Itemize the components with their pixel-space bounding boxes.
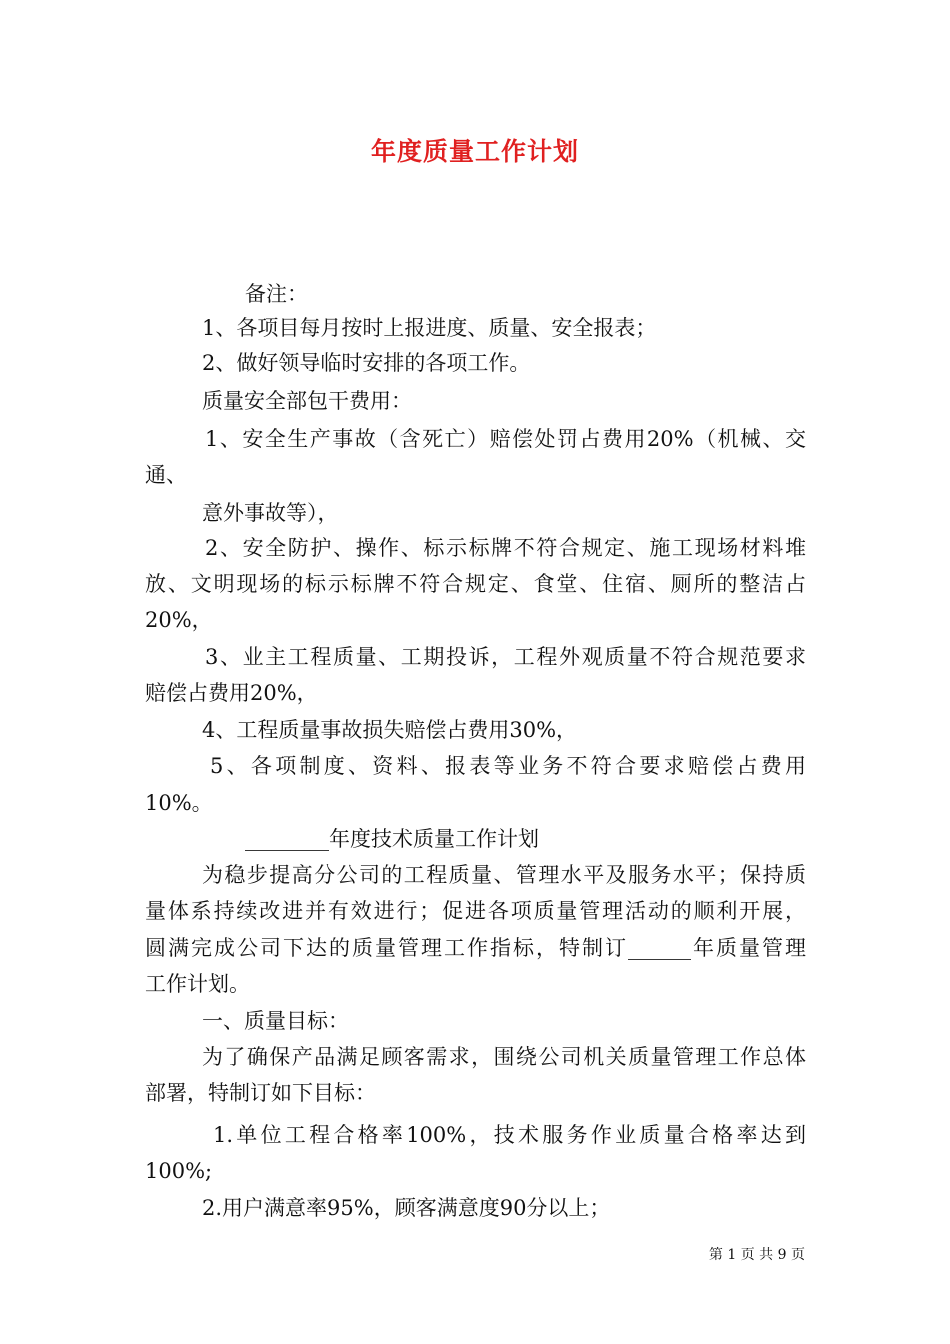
goal-paragraph-line-2: 部署，特制订如下目标： [145, 1081, 376, 1105]
cost-item-2-line-3: 20%， [145, 608, 213, 632]
intro-paragraph-line-3: 圆满完成公司下达的质量管理工作指标，特制订______年质量管理 [145, 936, 806, 960]
cost-item-3-line-1: 3、业主工程质量、工期投诉，工程外观质量不符合规范要求 [205, 645, 806, 669]
goal-item-1-line-2: 100%; [145, 1159, 213, 1183]
quality-goal-heading: 一、质量目标： [202, 1009, 349, 1033]
intro-paragraph-line-2: 量体系持续改进并有效进行；促进各项质量管理活动的顺利开展， [145, 899, 806, 923]
cost-item-3-line-2: 赔偿占费用20%， [145, 681, 318, 705]
section-heading-tech-plan: ________年度技术质量工作计划 [245, 827, 539, 851]
cost-item-1-line-3: 意外事故等）， [202, 501, 339, 525]
note-item-2: 2、做好领导临时安排的各项工作。 [202, 351, 531, 375]
page-number: 第 1 页 共 9 页 [708, 1247, 805, 1263]
goal-item-2: 2.用户满意率95%，顾客满意度90分以上； [202, 1196, 611, 1220]
note-item-1: 1、各项目每月按时上报进度、质量、安全报表； [202, 316, 657, 340]
cost-item-5-line-2: 10%。 [145, 791, 213, 815]
intro-paragraph-line-1: 为稳步提高分公司的工程质量、管理水平及服务水平；保持质 [202, 863, 806, 887]
document-title: 年度质量工作计划 [370, 137, 579, 166]
cost-item-1-line-2: 通、 [145, 463, 187, 487]
cost-item-2-line-2: 放、文明现场的标示标牌不符合规定、食堂、住宿、厕所的整洁占 [145, 572, 806, 596]
cost-heading: 质量安全部包干费用： [202, 389, 412, 413]
cost-item-2-line-1: 2、安全防护、操作、标示标牌不符合规定、施工现场材料堆 [205, 536, 806, 560]
goal-item-1-line-1: 1.单位工程合格率100%，技术服务作业质量合格率达到 [213, 1123, 806, 1147]
goal-paragraph-line-1: 为了确保产品满足顾客需求，围绕公司机关质量管理工作总体 [202, 1045, 806, 1069]
cost-item-1-line-1: 1、安全生产事故（含死亡）赔偿处罚占费用20%（机械、交 [205, 427, 806, 451]
intro-paragraph-line-4: 工作计划。 [145, 972, 250, 996]
cost-item-4: 4、工程质量事故损失赔偿占费用30%， [202, 718, 578, 742]
note-heading: 备注： [245, 282, 308, 306]
cost-item-5-line-1: 5、各项制度、资料、报表等业务不符合要求赔偿占费用 [210, 754, 806, 778]
